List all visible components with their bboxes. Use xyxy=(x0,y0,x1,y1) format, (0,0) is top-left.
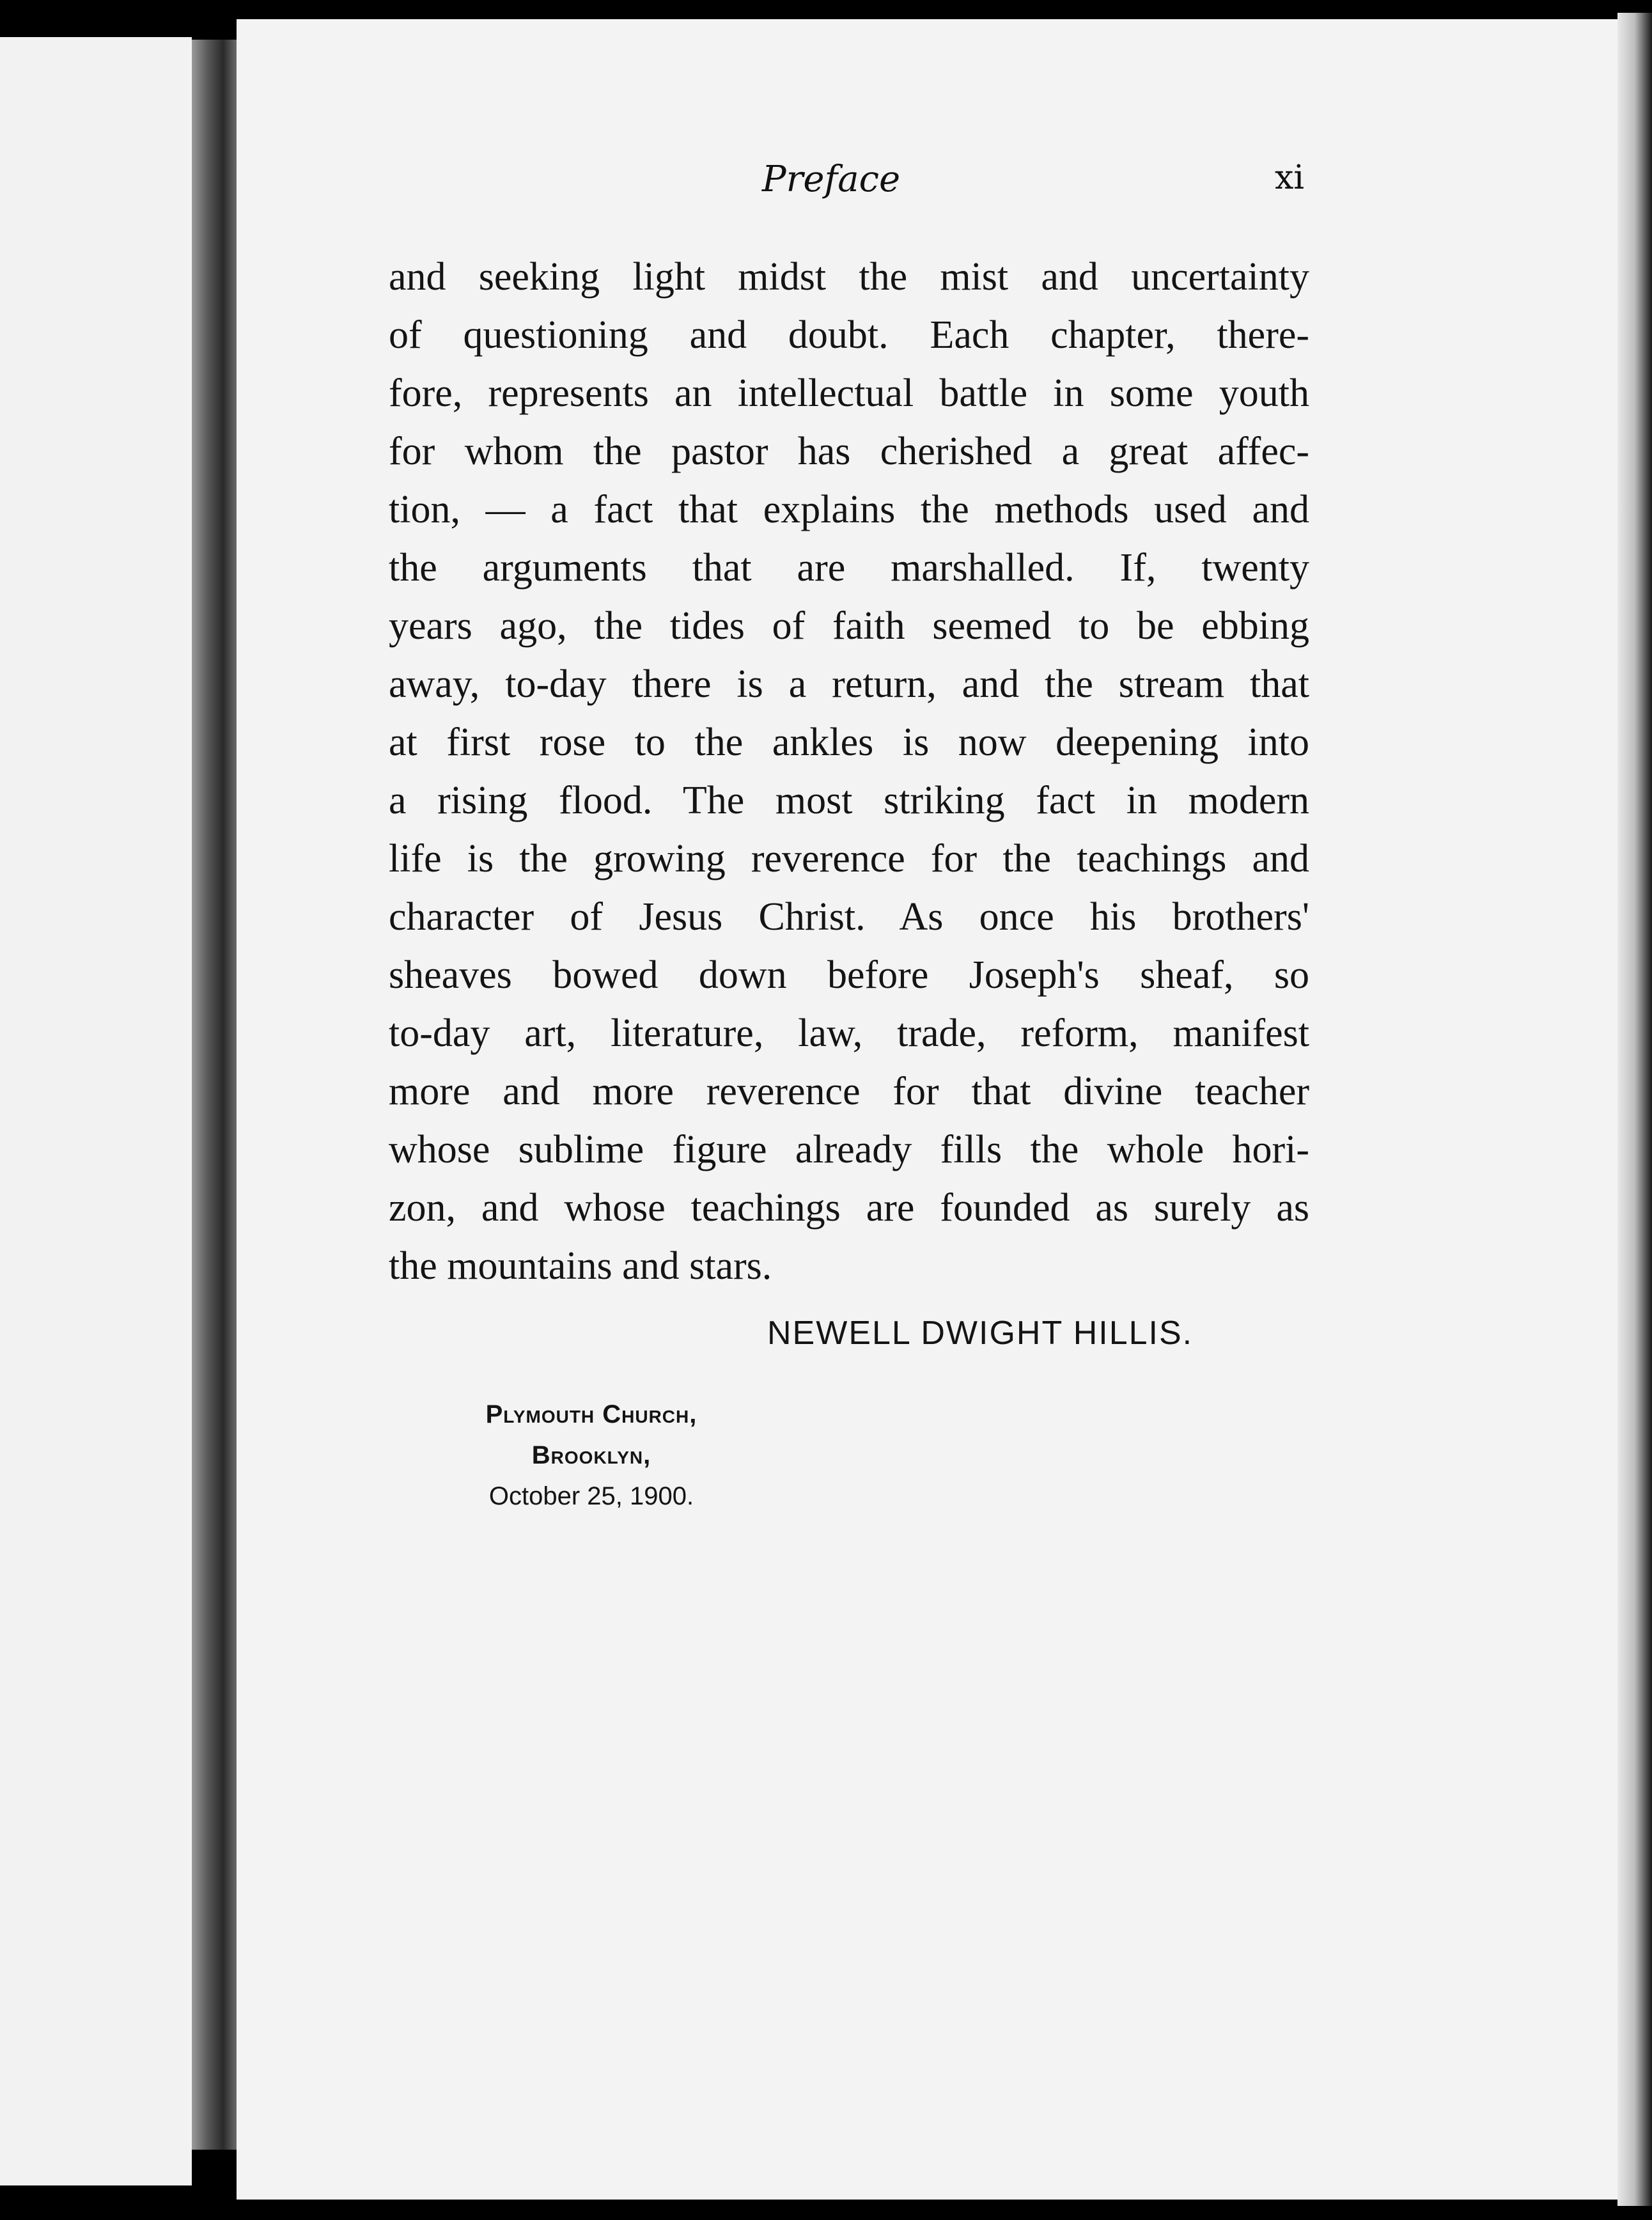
running-title: Preface xyxy=(761,159,901,200)
author-signature: NEWELL DWIGHT HILLIS. xyxy=(767,1315,1194,1352)
text-line: of questioning and doubt. Each chapter, there- xyxy=(389,313,1309,357)
preface-body xyxy=(389,248,1309,1295)
book-gutter xyxy=(192,40,237,2150)
text-line: and seeking light midst the mist and uncertainty xyxy=(389,255,1309,299)
text-line: the mountains and stars. xyxy=(389,1244,772,1288)
page-number: xi xyxy=(1275,159,1304,197)
date-line: October 25, 1900. xyxy=(488,1482,694,1510)
text-line: at first rose to the ankles is now deepening into xyxy=(389,721,1309,764)
city-name: Brooklyn, xyxy=(531,1441,651,1469)
text-line: a rising flood. The most striking fact in modern xyxy=(389,779,1309,822)
text-line: life is the growing reverence for the teachings and xyxy=(389,837,1309,880)
text-line: for whom the pastor has cherished a great affec- xyxy=(389,430,1309,473)
left-page-edge xyxy=(0,37,192,2185)
church-name: Plymouth Church, xyxy=(485,1400,697,1428)
text-line: whose sublime figure already fills the whole hori- xyxy=(389,1128,1309,1171)
text-line: character of Jesus Christ. As once his brothers' xyxy=(389,895,1309,939)
text-line: years ago, the tides of faith seemed to be ebbing xyxy=(389,604,1309,648)
text-line: tion, — a fact that explains the methods used and xyxy=(389,488,1309,531)
text-line: away, to-day there is a return, and the stream that xyxy=(389,662,1309,706)
text-line: the arguments that are marshalled. If, twenty xyxy=(389,546,1309,590)
page-edge-shadow xyxy=(1617,13,1652,2206)
text-line: sheaves bowed down before Joseph's sheaf, so xyxy=(389,953,1309,997)
text-line: fore, represents an intellectual battle in some youth xyxy=(389,371,1309,415)
text-line: to-day art, literature, law, trade, reform, manifest xyxy=(389,1012,1309,1055)
text-line: more and more reverence for that divine teacher xyxy=(389,1070,1309,1113)
text-line: zon, and whose teachings are founded as surely as xyxy=(389,1186,1309,1230)
place-and-date xyxy=(441,1394,742,1517)
